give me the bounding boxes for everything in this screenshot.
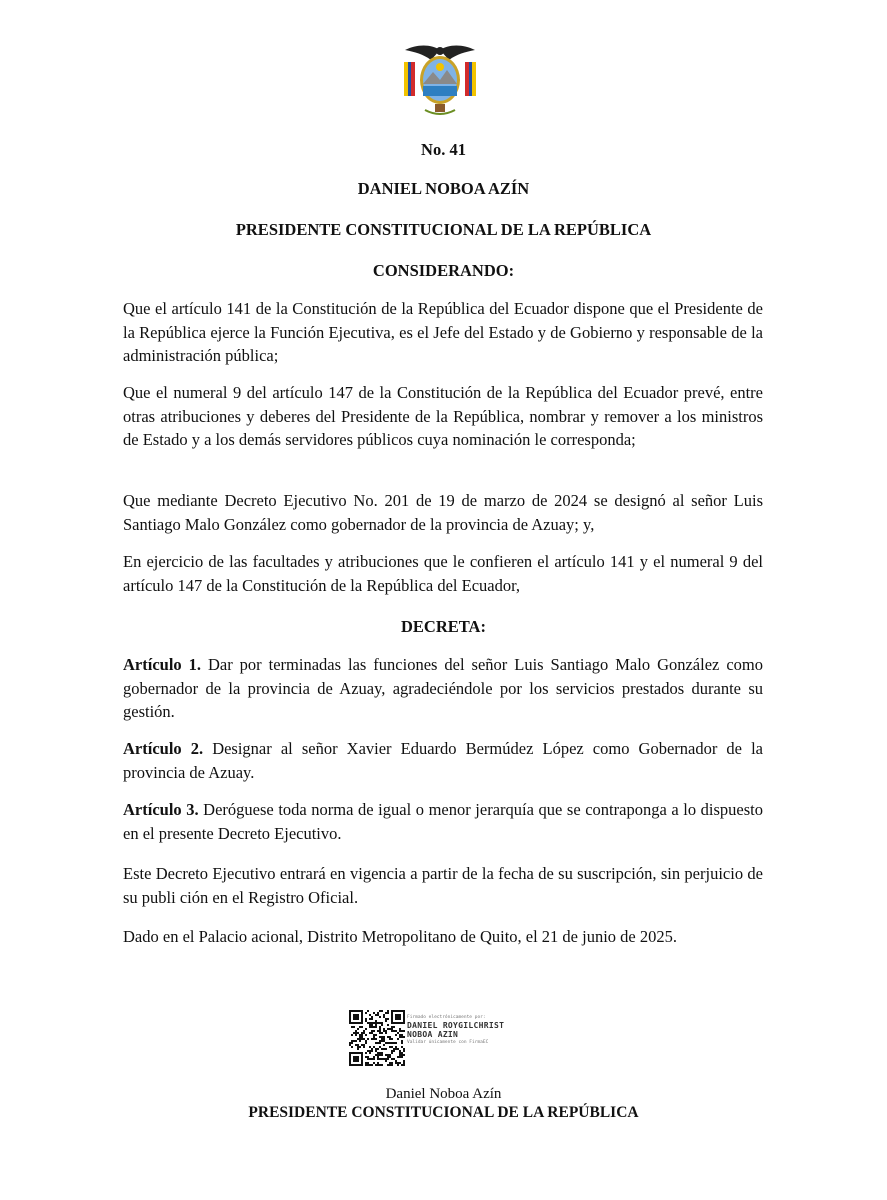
- signature-stamp-text: [407, 1015, 537, 1047]
- signer-title: PRESIDENTE CONSTITUCIONAL DE LA REPÚBLICA: [248, 1104, 639, 1121]
- vigencia-paragraph: Este Decreto Ejecutivo entrará en vigencia a partir de la fecha de su suscripción, sin perjuicio de su publi ción en el Registro Oficial.: [123, 864, 763, 907]
- article-1-text: Dar por terminadas las funciones del señor Luis Santiago Malo González como gobernador de la provincia de Azuay, agradeciéndole por los servicios prestados durante su gestión.: [123, 655, 763, 722]
- considerando-heading: CONSIDERANDO:: [372, 261, 515, 280]
- article-1: [123, 653, 763, 724]
- decreta-heading: DECRETA:: [401, 617, 486, 636]
- dado-paragraph: Dado en el Palacio acional, Distrito Metropolitano de Quito, el 21 de junio de 2025.: [123, 927, 677, 946]
- article-2: [123, 737, 763, 784]
- stamp-name-line-1: DANIEL ROYGILCHRIST: [407, 1021, 505, 1030]
- ecuador-coat-of-arms-icon: [401, 40, 479, 118]
- decree-number: No. 41: [421, 140, 466, 159]
- article-3-text: Deróguese toda norma de igual o menor jerarquía que se contraponga a lo dispuesto en el presente Decreto Ejecutivo.: [123, 800, 763, 843]
- stamp-header: Firmado electrónicamente por:: [407, 1015, 486, 1020]
- article-3-label: Artículo 3.: [123, 800, 199, 819]
- article-3: [123, 798, 763, 845]
- considerando-paragraph-4: En ejercicio de las facultades y atribuciones que le confieren el artículo 141 y el numeral 9 del artículo 147 de la Constitución de la República del Ecuador,: [123, 552, 763, 595]
- article-2-text: Designar al señor Xavier Eduardo Bermúdez López como Gobernador de la provincia de Azuay.: [123, 739, 763, 782]
- president-name: DANIEL NOBOA AZÍN: [357, 179, 530, 198]
- electronic-signature-stamp: [349, 1010, 529, 1068]
- president-title: PRESIDENTE CONSTITUCIONAL DE LA REPÚBLICA: [235, 220, 652, 239]
- article-2-label: Artículo 2.: [123, 739, 204, 758]
- stamp-name-line-2: NOBOA AZIN: [407, 1030, 459, 1039]
- stamp-footer: Validar únicamente con FirmaEC: [407, 1040, 489, 1045]
- signer-name: Daniel Noboa Azín: [385, 1086, 502, 1102]
- considerando-paragraph-2: Que el numeral 9 del artículo 147 de la Constitución de la República del Ecuador prevé, entre otras atribuciones y deberes del Presidente de la República, nombrar y remover a los ministros de Estado y a los demás servidores públicos cuya nominación le corresponda;: [123, 383, 763, 450]
- considerando-paragraph-3: Que mediante Decreto Ejecutivo No. 201 de 19 de marzo de 2024 se designó al señor Luis Santiago Malo González como gobernador de la provincia de Azuay; y,: [123, 491, 763, 534]
- article-1-label: Artículo 1.: [123, 655, 201, 674]
- considerando-paragraph-1: Que el artículo 141 de la Constitución de la República del Ecuador dispone que el Presidente de la República ejerce la Función Ejecutiva, es el Jefe del Estado y de Gobierno y responsable de la administración pública;: [123, 299, 763, 366]
- qr-code-icon: [349, 1010, 405, 1066]
